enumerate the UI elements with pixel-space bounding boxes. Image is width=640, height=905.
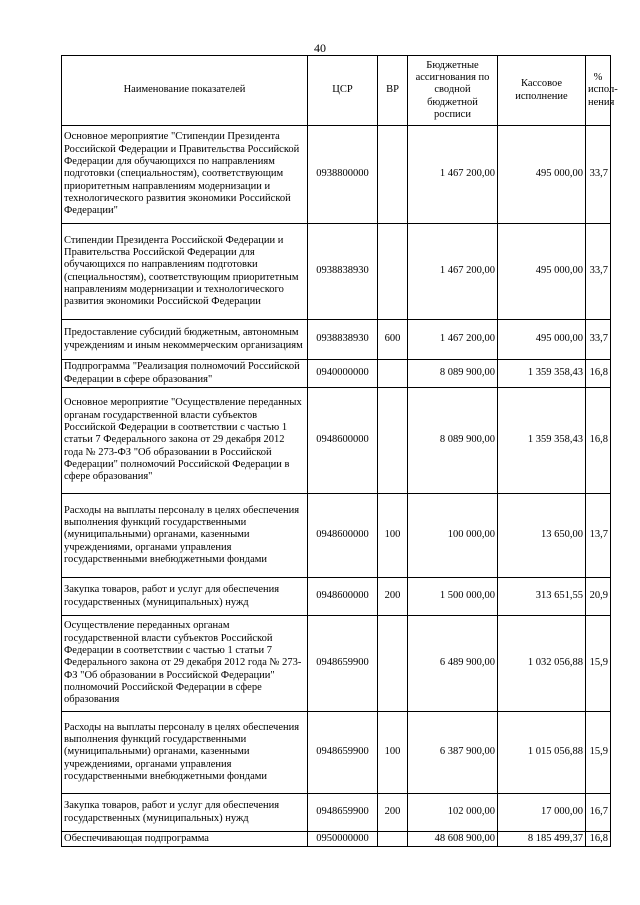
budget-execution-table: [61, 55, 618, 847]
row-name: Расходы на выплаты персоналу в целях обеспечения выполнения функций государственными (муниципальными) органами, казенными учреждениями, органами управления государственными внебюджетными фондами: [62, 712, 308, 794]
row-budget: 1 500 000,00: [408, 578, 498, 616]
header-cash: Кассовое исполнение: [498, 56, 586, 126]
row-cash: 1 015 056,88: [498, 712, 586, 794]
row-name: Обеспечивающая подпрограмма: [62, 832, 308, 847]
row-budget: 100 000,00: [408, 494, 498, 578]
row-budget: 1 467 200,00: [408, 224, 498, 320]
page-number: 40: [314, 41, 326, 55]
row-name: Подпрограмма "Реализация полномочий Российской Федерации в сфере образования": [62, 360, 308, 388]
row-budget: 6 489 900,00: [408, 616, 498, 712]
row-cash: 495 000,00: [498, 126, 586, 224]
row-cash: 495 000,00: [498, 320, 586, 360]
row-vr: 200: [378, 794, 408, 832]
row-budget: 102 000,00: [408, 794, 498, 832]
row-csr: 0950000000: [308, 832, 378, 847]
row-name: Основное мероприятие "Стипендии Президента Российской Федерации и Правительства Российской Федерации для обучающихся по направлениям подготовки (специальностям), соответствующим приоритетным направлениям модернизации и технологического развития экономики Российской Федерации": [62, 126, 308, 224]
row-vr: [378, 360, 408, 388]
row-vr: 100: [378, 494, 408, 578]
row-name: Закупка товаров, работ и услуг для обеспечения государственных (муниципальных) нужд: [62, 578, 308, 616]
row-name: Основное мероприятие "Осуществление переданных органам государственной власти субъектов Российской Федерации в соответствии с частью 1 статьи 7 Федерального закона от 29 декабря 2012 года № 273-ФЗ "Об образовании в Российской Федерации" полномочий Российской Федерации в сфере образования": [62, 388, 308, 494]
table-row: [62, 712, 611, 794]
row-csr: 0938838930: [308, 224, 378, 320]
row-budget: 8 089 900,00: [408, 360, 498, 388]
row-budget: 1 467 200,00: [408, 320, 498, 360]
header-budget: Бюджетные ассигнования по сводной бюджетной росписи: [408, 56, 498, 126]
row-csr: 0948659900: [308, 712, 378, 794]
row-cash: 313 651,55: [498, 578, 586, 616]
row-cash: 13 650,00: [498, 494, 586, 578]
row-name: Закупка товаров, работ и услуг для обеспечения государственных (муниципальных) нужд: [62, 794, 308, 832]
row-cash: 17 000,00: [498, 794, 586, 832]
row-percent: 15,9: [586, 712, 611, 794]
row-budget: 48 608 900,00: [408, 832, 498, 847]
row-cash: 8 185 499,37: [498, 832, 586, 847]
row-percent: 20,9: [586, 578, 611, 616]
row-cash: 495 000,00: [498, 224, 586, 320]
row-budget: 8 089 900,00: [408, 388, 498, 494]
row-percent: 16,8: [586, 388, 611, 494]
row-vr: [378, 832, 408, 847]
header-percent: % испол-нения: [586, 56, 611, 126]
row-percent: 13,7: [586, 494, 611, 578]
row-vr: 100: [378, 712, 408, 794]
row-percent: 16,8: [586, 832, 611, 847]
header-csr: ЦСР: [308, 56, 378, 126]
row-cash: 1 032 056,88: [498, 616, 586, 712]
row-percent: 15,9: [586, 616, 611, 712]
row-percent: 16,7: [586, 794, 611, 832]
table-row: [62, 126, 611, 224]
row-csr: 0948659900: [308, 616, 378, 712]
row-csr: 0938800000: [308, 126, 378, 224]
row-vr: 600: [378, 320, 408, 360]
row-vr: [378, 388, 408, 494]
table-row: [62, 578, 611, 616]
row-csr: 0938838930: [308, 320, 378, 360]
row-percent: 33,7: [586, 224, 611, 320]
row-vr: [378, 616, 408, 712]
row-vr: [378, 224, 408, 320]
table-row: [62, 224, 611, 320]
row-name: Стипендии Президента Российской Федерации и Правительства Российской Федерации для обучающихся по направлениям подготовки (специальностям), соответствующим приоритетным направлениям модернизации и технологического развития экономики Российской Федерации: [62, 224, 308, 320]
row-budget: 1 467 200,00: [408, 126, 498, 224]
header-vr: ВР: [378, 56, 408, 126]
row-cash: 1 359 358,43: [498, 360, 586, 388]
row-csr: 0948600000: [308, 388, 378, 494]
row-budget: 6 387 900,00: [408, 712, 498, 794]
row-vr: 200: [378, 578, 408, 616]
row-name: Осуществление переданных органам государственной власти субъектов Российской Федерации в соответствии с частью 1 статьи 7 Федерального закона от 29 декабря 2012 года № 273-ФЗ "Об образовании в Российской Федерации" полномочий Российской Федерации в сфере образования: [62, 616, 308, 712]
table-row: [62, 832, 611, 847]
row-percent: 16,8: [586, 360, 611, 388]
row-csr: 0948600000: [308, 494, 378, 578]
row-name: Расходы на выплаты персоналу в целях обеспечения выполнения функций государственными (муниципальными) органами, казенными учреждениями, органами управления государственными внебюджетными фондами: [62, 494, 308, 578]
row-csr: 0948659900: [308, 794, 378, 832]
table-row: [62, 360, 611, 388]
table-header-row: [62, 56, 611, 126]
row-cash: 1 359 358,43: [498, 388, 586, 494]
table-row: [62, 616, 611, 712]
header-name: Наименование показателей: [62, 56, 308, 126]
table-row: [62, 494, 611, 578]
row-vr: [378, 126, 408, 224]
row-percent: 33,7: [586, 126, 611, 224]
row-percent: 33,7: [586, 320, 611, 360]
table-row: [62, 320, 611, 360]
row-csr: 0948600000: [308, 578, 378, 616]
row-name: Предоставление субсидий бюджетным, автономным учреждениям и иным некоммерческим организациям: [62, 320, 308, 360]
table-row: [62, 794, 611, 832]
table-row: [62, 388, 611, 494]
row-csr: 0940000000: [308, 360, 378, 388]
